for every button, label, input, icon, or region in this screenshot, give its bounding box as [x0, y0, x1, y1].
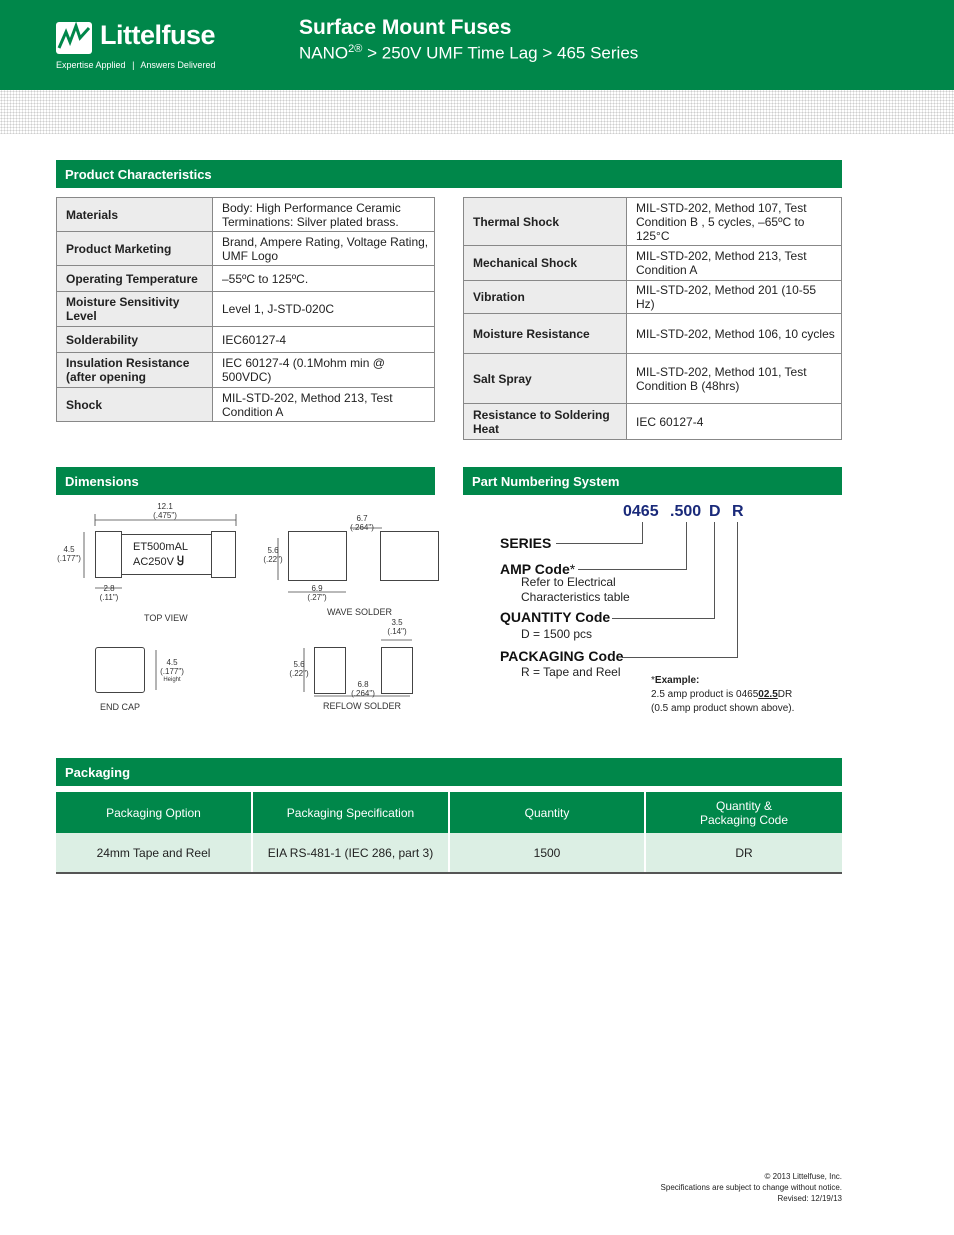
table-cell: EIA RS-481-1 (IEC 286, part 3) [252, 833, 449, 873]
spec-value: IEC 60127-4 [627, 404, 842, 440]
code-quantity: D [709, 503, 721, 520]
packaging-col-spec: Packaging Specification [252, 792, 449, 833]
table-row [57, 266, 435, 292]
spec-value: MIL-STD-202, Method 213, Test Condition A [213, 388, 435, 422]
leader-pack-v [737, 522, 738, 658]
characteristics-table-left [56, 197, 435, 422]
leader-pack-h [622, 657, 738, 658]
fuse-marking: ET500mAL AC250V Ⴘ [133, 541, 189, 568]
leader-qty-v [714, 522, 715, 619]
table-row [57, 353, 435, 388]
code-series: 0465 [623, 503, 659, 520]
spec-key: Resistance to Soldering Heat [464, 404, 627, 440]
table-row [464, 198, 842, 246]
dim-cap-width: 2.8 (.11") [99, 584, 119, 602]
spec-key: Product Marketing [57, 232, 213, 266]
label-series: SERIES [500, 535, 552, 551]
spec-key: Operating Temperature [57, 266, 213, 292]
fuse-top-cap-left [95, 531, 122, 578]
table-row [57, 388, 435, 422]
label-packaging-code: PACKAGING Code [500, 648, 624, 664]
table-row [57, 198, 435, 232]
section-header-dimensions: Dimensions [56, 467, 435, 495]
table-row [464, 314, 842, 354]
table-cell: 24mm Tape and Reel [56, 833, 252, 873]
table-row [464, 354, 842, 404]
reflow-solder-pad-right [381, 647, 413, 694]
dim-wave-gap: 6.7 (.264") [350, 514, 374, 532]
spec-value: Brand, Ampere Rating, Voltage Rating, UMF Logo [213, 232, 435, 266]
leader-amp-v [686, 522, 687, 570]
logo-text: Littelfuse [100, 20, 216, 50]
spec-key: Insulation Resistance (after opening [57, 353, 213, 388]
spec-key: Moisture Resistance [464, 314, 627, 354]
table-row [464, 404, 842, 440]
spec-key: Solderability [57, 327, 213, 353]
label-top-view: TOP VIEW [144, 613, 188, 623]
leader-series-h [556, 543, 643, 544]
dim-wave-height: 5.6 (.22") [263, 546, 283, 564]
spec-value: MIL-STD-202, Method 201 (10-55 Hz) [627, 281, 842, 314]
leader-series-v [642, 522, 643, 544]
label-reflow-solder: REFLOW SOLDER [323, 701, 402, 711]
table-cell: DR [645, 833, 842, 873]
spec-value: MIL-STD-202, Method 106, 10 cycles [627, 314, 842, 354]
leader-qty-h [612, 618, 715, 619]
littelfuse-logo-icon [56, 22, 92, 54]
dim-reflow-pad: 3.5 (.14") [387, 618, 407, 636]
label-end-cap: END CAP [100, 702, 141, 712]
fuse-end-cap [95, 647, 145, 693]
spec-value: –55ºC to 125ºC. [213, 266, 435, 292]
umf-logo-icon: Ⴘ [177, 556, 184, 568]
table-row [57, 292, 435, 327]
dim-top-height: 4.5 (.177") [57, 545, 81, 563]
label-amp-code: AMP Code* [500, 561, 576, 577]
dim-reflow-height: 5.6 (.22") [289, 660, 309, 678]
table-row [57, 232, 435, 266]
spec-value: IEC60127-4 [213, 327, 435, 353]
spec-key: Salt Spray [464, 354, 627, 404]
quantity-code-description: D = 1500 pcs [521, 627, 593, 641]
spec-key: Materials [57, 198, 213, 232]
spec-key: Shock [57, 388, 213, 422]
fuse-top-cap-right [211, 531, 236, 578]
spec-value: MIL-STD-202, Method 213, Test Condition A [627, 246, 842, 281]
packaging-col-quantity: Quantity [449, 792, 645, 833]
table-row [464, 281, 842, 314]
packaging-col-code: Quantity & Packaging Code [645, 792, 842, 833]
dim-top-length: 12.1 (.475") [153, 502, 177, 520]
spec-value: MIL-STD-202, Method 107, Test Condition B , 5 cycles, –65ºC to 125°C [627, 198, 842, 246]
dim-reflow-span: 6.8 (.264") [351, 680, 375, 698]
spec-value: Level 1, J-STD-020C [213, 292, 435, 327]
table-row [464, 246, 842, 281]
code-amp: .500 [670, 503, 702, 520]
table-cell: 1500 [449, 833, 645, 873]
section-header-packaging: Packaging [56, 758, 842, 786]
amp-code-description: Refer to Electrical Characteristics table [521, 575, 630, 604]
reflow-solder-pad-left [314, 647, 346, 694]
packaging-col-option: Packaging Option [56, 792, 252, 833]
section-header-part-numbering: Part Numbering System [463, 467, 842, 495]
code-packaging: R [732, 503, 744, 520]
page-header [0, 0, 954, 90]
section-header-product-characteristics: Product Characteristics [56, 160, 842, 188]
spec-key: Moisture Sensitivity Level [57, 292, 213, 327]
spec-value: MIL-STD-202, Method 101, Test Condition B (48hrs) [627, 354, 842, 404]
wave-solder-pad-right [380, 531, 439, 581]
dot-pattern-band [0, 90, 954, 134]
leader-amp-h [578, 569, 687, 570]
table-row [56, 833, 842, 873]
spec-key: Thermal Shock [464, 198, 627, 246]
table-row [57, 327, 435, 353]
packaging-code-description: R = Tape and Reel [521, 665, 621, 679]
label-wave-solder: WAVE SOLDER [327, 607, 393, 617]
spec-key: Vibration [464, 281, 627, 314]
label-quantity-code: QUANTITY Code [500, 609, 611, 625]
example-note: *Example: 2.5 amp product is 046502.5DR (0.5 amp product shown above). [651, 675, 795, 714]
spec-value: IEC 60127-4 (0.1Mohm min @ 500VDC) [213, 353, 435, 388]
spec-value: Body: High Performance Ceramic Terminations: Silver plated brass. [213, 198, 435, 232]
characteristics-table-right [463, 197, 842, 440]
spec-key: Mechanical Shock [464, 246, 627, 281]
page-footer: © 2013 Littelfuse, Inc. Specifications are subject to change without notice. Revised: 12/19/13 [660, 1172, 842, 1203]
dim-end-height: 4.5 (.177") Height [160, 658, 184, 683]
packaging-table [56, 792, 842, 874]
page-title: Surface Mount Fuses [299, 16, 512, 39]
dim-wave-width: 6.9 (.27") [307, 584, 327, 602]
tagline: Expertise Applied | Answers Delivered [56, 60, 216, 70]
page-subtitle: $NANO^{2®} > 250V$ UMF Time Lag > 465 Series [299, 43, 639, 63]
wave-solder-pad-left [288, 531, 347, 581]
